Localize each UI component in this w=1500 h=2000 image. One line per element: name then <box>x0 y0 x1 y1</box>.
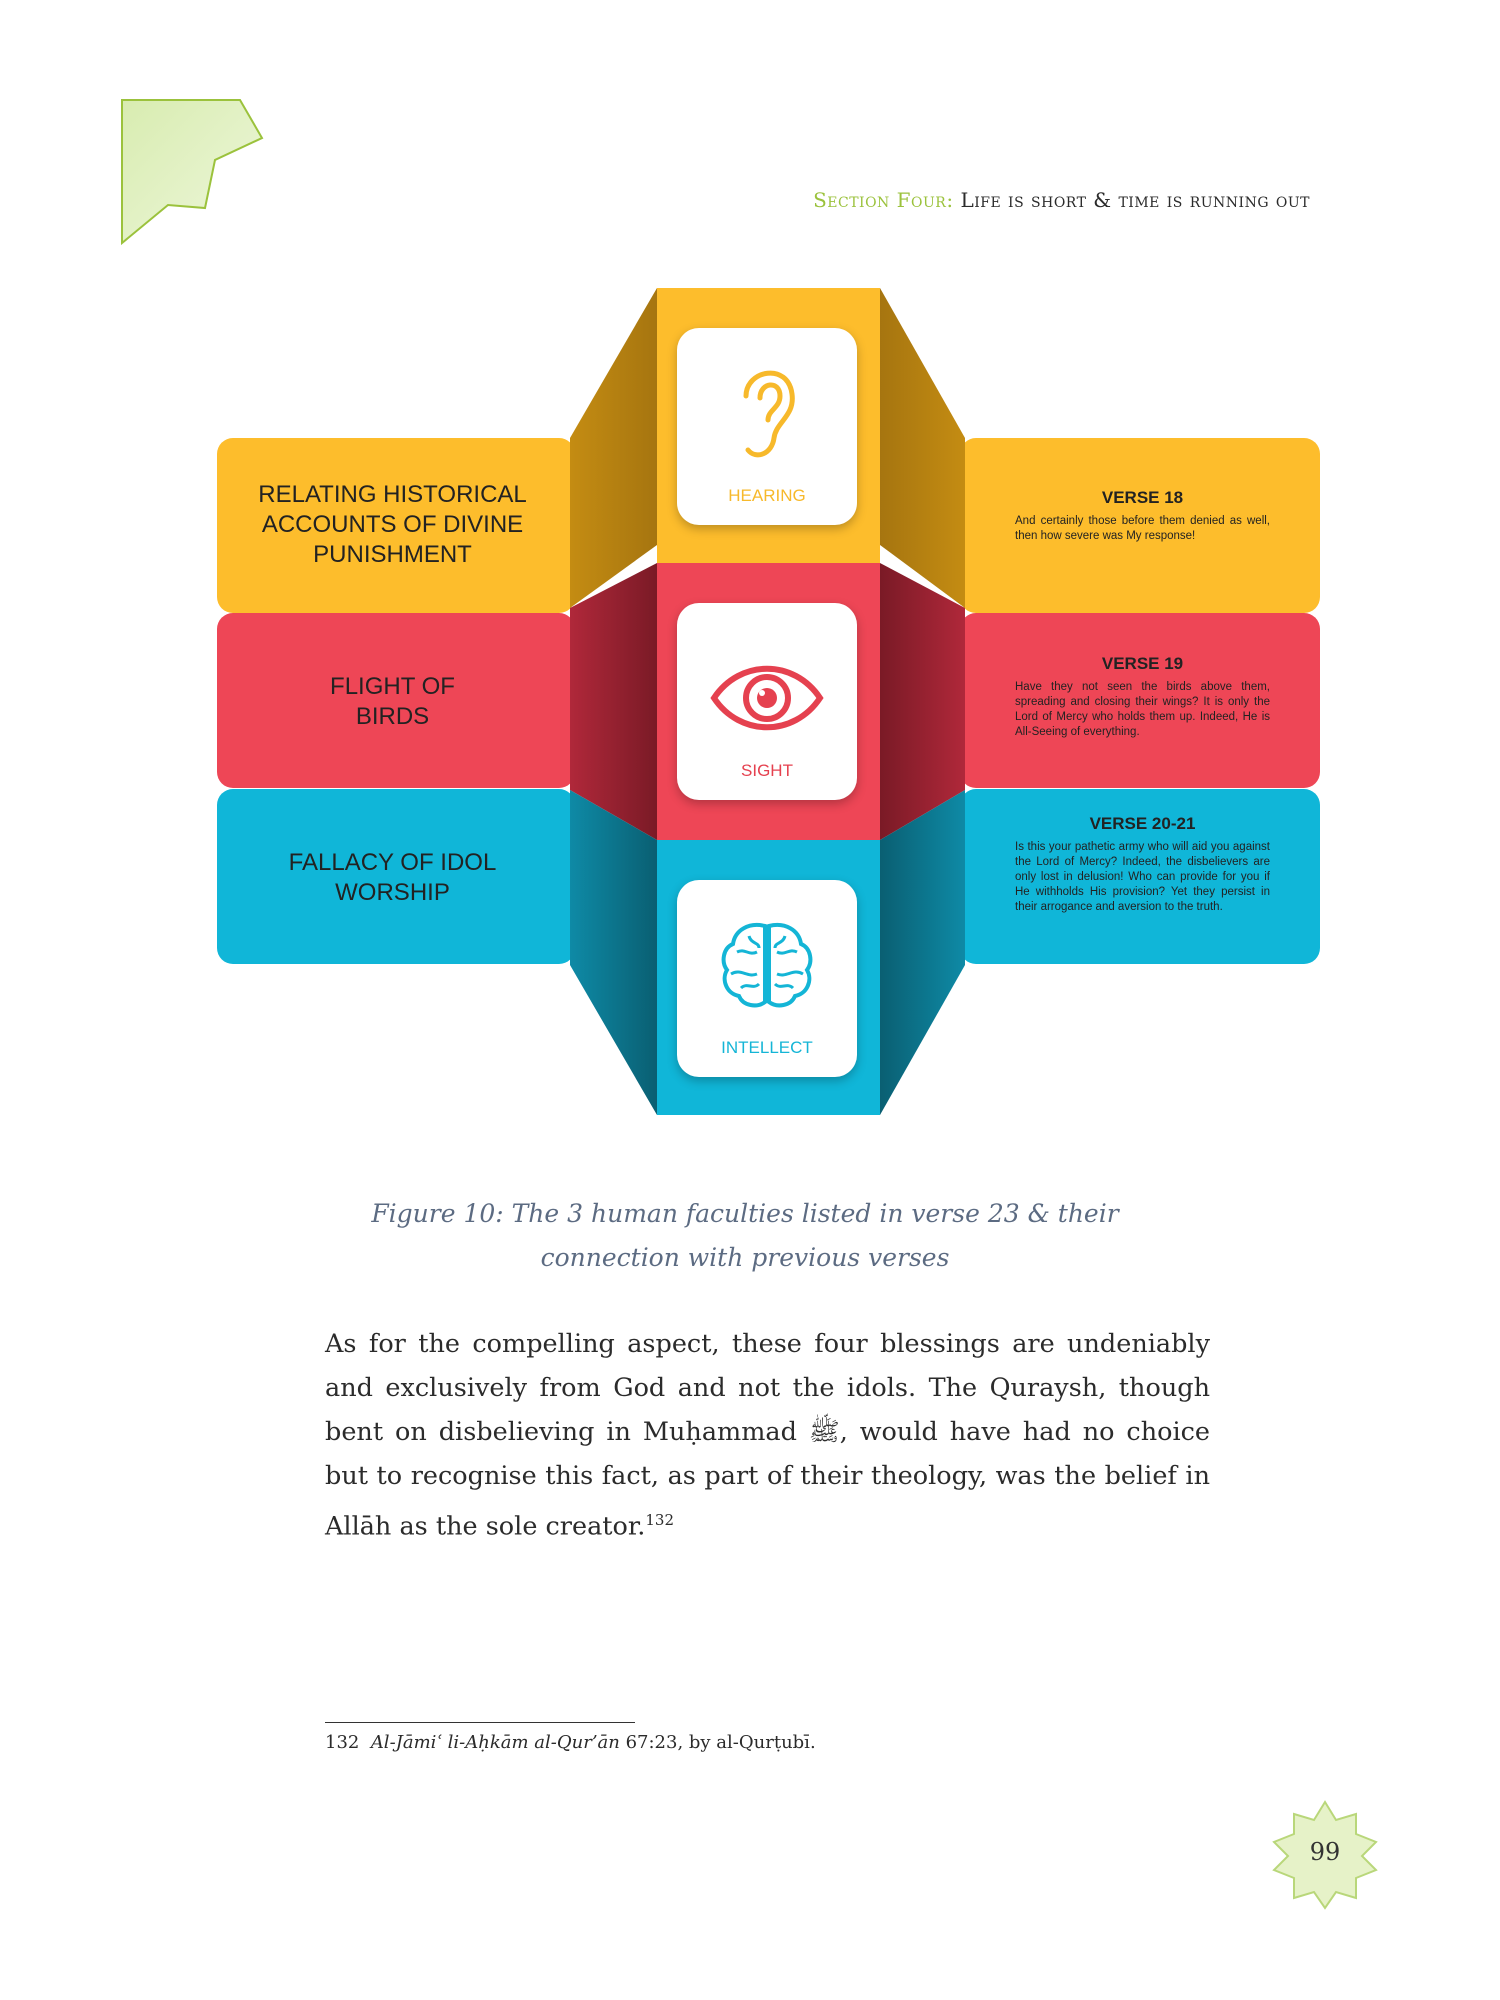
hearing-card <box>677 328 857 525</box>
footnote-ref[interactable]: 132 <box>645 1511 675 1529</box>
intellect-card <box>677 880 857 1077</box>
footnote-rest: 67:23, by al-Qurṭubī. <box>619 1732 816 1753</box>
body-paragraph <box>325 1322 1210 1549</box>
left-label-1: RELATING HISTORICAL ACCOUNTS OF DIVINE PUNISHMENT <box>258 481 527 568</box>
verse-text: Have they not seen the birds above them, spreading and closing their wings? It is only the Lord of Mercy who holds them up. Indeed, He is All-Seeing of everything. <box>1015 681 1270 738</box>
paragraph-text: As for the compelling aspect, these four blessings are undeniably and exclusively from God and not the idols. The Quraysh, though bent on disbelieving in Muḥammad ﷺ, would have had no choice but to recognise this fact, as part of their theology, was the belief in Allāh as the sole creator. <box>325 1329 1210 1542</box>
sight-card <box>677 603 857 800</box>
brain-icon <box>719 918 815 1014</box>
verse-title: VERSE 18 <box>1101 488 1184 507</box>
card-label: SIGHT <box>741 761 793 780</box>
footnote-title: Al-Jāmiʿ li-Aḥkām al-Qur’ān <box>370 1732 620 1753</box>
verse-box-1 <box>1015 488 1270 544</box>
ear-icon <box>732 356 802 466</box>
verse-text: Is this your pathetic army who will aid you against the Lord of Mercy? Indeed, the disbelievers are only lost in delusion! Who can provide for you if He withholds His provision? Yet they persist in their arrogance and aversion to the truth. <box>1015 841 1270 913</box>
header-section: Section Four: <box>813 188 954 212</box>
verse-box-3 <box>1015 814 1270 915</box>
left-label-2: FLIGHT OF BIRDS <box>330 673 455 730</box>
header-title: Life is short & time is running out <box>960 188 1310 212</box>
verse-title: VERSE 20-21 <box>1089 814 1196 833</box>
page-number: 99 <box>1309 1838 1341 1866</box>
footnote-number: 132 <box>325 1732 360 1753</box>
card-label: INTELLECT <box>721 1038 813 1057</box>
card-label: HEARING <box>728 486 806 505</box>
footnote <box>325 1732 816 1753</box>
figure-caption: Figure 10: The 3 human faculties listed in verse 23 & their connection with previous verses <box>371 1199 1119 1272</box>
verse-title: VERSE 19 <box>1101 654 1184 673</box>
footnote-rule <box>325 1722 635 1723</box>
eye-icon <box>710 663 824 733</box>
verse-box-2 <box>1015 654 1270 740</box>
verse-text: And certainly those before them denied as well, then how severe was My response! <box>1015 515 1270 542</box>
left-label-3: FALLACY OF IDOL WORSHIP <box>288 849 497 906</box>
